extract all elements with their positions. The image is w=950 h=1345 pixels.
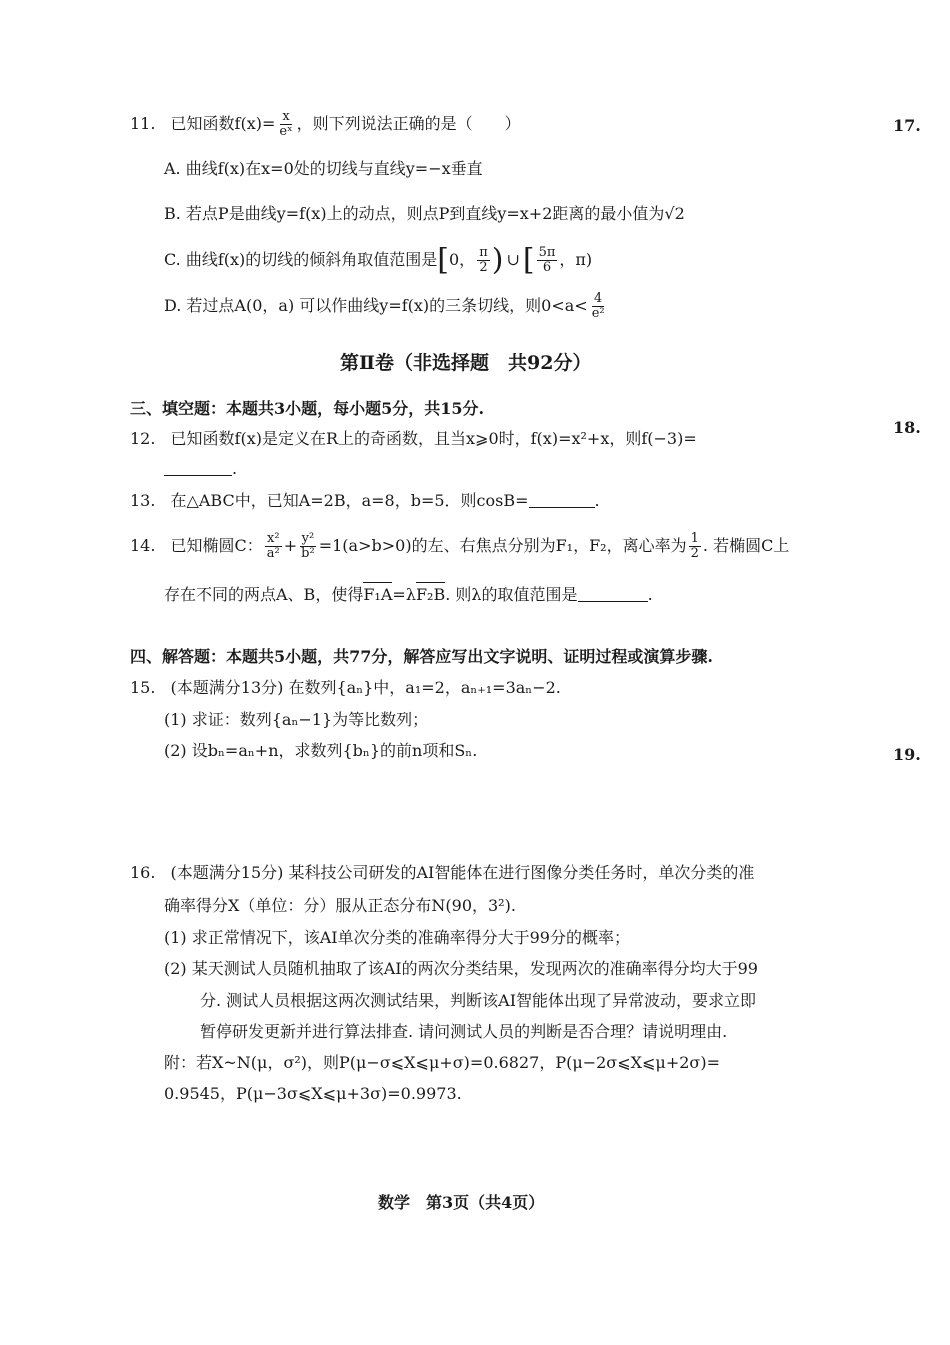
section-4-heading: 四、解答题：本题共5小题，共77分，解答应写出文字说明、证明过程或演算步骤. [130, 647, 713, 666]
side-question-number-17: 17. [893, 116, 921, 135]
question-16-part-2-line-3: 暂停研发更新并进行算法排查. 请问测试人员的判断是否合理？请说明理由. [200, 1022, 728, 1041]
denominator: 2 [479, 260, 488, 275]
question-14-mid: =1(a>b>0)的左、右焦点分别为F₁，F₂，离心率为 [318, 536, 687, 555]
stem-text-end: ，则下列说法正确的是（ ） [296, 114, 521, 133]
question-11-option-d [164, 292, 609, 321]
question-number: 14. [130, 536, 156, 555]
question-11-option-b: B. 若点P是曲线y=f(x)上的动点，则点P到直线y=x+2距离的最小值为√2 [164, 204, 685, 223]
question-14-line-1 [130, 532, 789, 561]
fraction-x2-over-a2 [265, 532, 282, 561]
stem-text: 已知函数f(x)= [170, 114, 276, 133]
left-bracket: [ [437, 242, 449, 278]
question-14-post: . 若椭圆C上 [702, 536, 790, 555]
question-14-line-2-post: . 则λ的取值范围是 [445, 585, 578, 604]
vector-f2b [416, 584, 445, 606]
fraction-1-over-2 [689, 532, 701, 561]
section-3-heading: 三、填空题：本题共3小题，每小题5分，共15分. [130, 399, 485, 418]
fraction-pi-over-2 [477, 246, 490, 275]
plus-sign: + [283, 536, 298, 555]
question-14-line-2 [164, 584, 653, 606]
question-16-note-line-1: 附：若X~N(μ，σ²)，则P(μ−σ⩽X⩽μ+σ)=0.6827，P(μ−2σ⩽X⩽μ+2σ)= [164, 1053, 720, 1072]
question-13 [130, 490, 600, 512]
question-16-part-2-line-2: 分. 测试人员根据这两次测试结果，判断该AI智能体出现了异常波动，要求立即 [200, 991, 757, 1010]
part-2-title: 第Ⅱ卷（非选择题 共92分） [340, 352, 592, 374]
numerator: 5π [538, 245, 556, 260]
vector-label: F₁A [363, 585, 393, 604]
vector-label: F₂B [415, 585, 446, 604]
question-16-part-2-line-1: (2) 某天测试人员随机抽取了该AI的两次分类结果，发现两次的准确率得分均大于99 [164, 959, 758, 978]
vector-arrow [363, 582, 392, 583]
numerator: π [479, 245, 488, 260]
question-11-option-c [164, 242, 593, 278]
question-12-text: 已知函数f(x)是定义在R上的奇函数，且当x⩾0时，f(x)=x²+x，则f(−3)= [170, 429, 697, 448]
denominator: 2 [690, 546, 699, 561]
interval-end: ，π) [559, 250, 593, 269]
question-number: 16. [130, 863, 156, 882]
question-16-line-1 [130, 862, 754, 884]
page-footer: 数学 第3页（共4页） [378, 1193, 545, 1212]
question-12 [130, 428, 697, 450]
fraction-y2-over-b2 [299, 532, 317, 561]
period: . [232, 459, 238, 478]
answer-blank[interactable] [164, 459, 232, 476]
denominator: e² [591, 306, 605, 321]
numerator: 1 [690, 531, 699, 546]
equals-lambda: =λ [392, 585, 416, 604]
denominator: eˣ [279, 124, 293, 139]
vector-f1a [363, 584, 392, 606]
question-number: 15. [130, 678, 156, 697]
question-15-text: (本题满分13分) 在数列{aₙ}中，a₁=2，aₙ₊₁=3aₙ−2. [170, 678, 561, 697]
question-16-note-line-2: 0.9545，P(μ−3σ⩽X⩽μ+3σ)=0.9973. [164, 1084, 462, 1103]
right-paren: ) [491, 242, 504, 278]
numerator: x² [267, 531, 280, 546]
question-14-text: 已知椭圆C： [170, 536, 263, 555]
question-15-part-1: (1) 求证：数列{aₙ−1}为等比数列； [164, 710, 429, 729]
side-question-number-19: 19. [893, 745, 921, 764]
question-16-text: (本题满分15分) 某科技公司研发的AI智能体在进行图像分类任务时，单次分类的准 [170, 863, 755, 882]
denominator: b² [301, 546, 315, 561]
period: . [647, 585, 653, 604]
question-number: 12. [130, 429, 156, 448]
fraction-5pi-over-6 [537, 246, 558, 275]
question-16-line-2: 确率得分X（单位：分）服从正态分布N(90，3²). [164, 896, 516, 915]
question-13-text: 在△ABC中，已知A=2B，a=8，b=5．则cosB= [170, 491, 529, 510]
option-d-text: D. 若过点A(0，a) 可以作曲线y=f(x)的三条切线，则0<a< [164, 296, 588, 315]
question-15-part-2: (2) 设bₙ=aₙ+n，求数列{bₙ}的前n项和Sₙ. [164, 741, 478, 760]
question-11-stem [130, 110, 521, 139]
question-11-option-a: A. 曲线f(x)在x=0处的切线与直线y=−x垂直 [164, 159, 483, 178]
interval-start: 0， [449, 250, 476, 269]
question-16-part-1: (1) 求正常情况下，该AI单次分类的准确率得分大于99分的概率； [164, 928, 630, 947]
side-question-number-18: 18. [893, 418, 921, 437]
fraction-x-over-ex [277, 110, 294, 139]
denominator: a² [266, 546, 280, 561]
left-bracket-2: [ [522, 242, 535, 278]
answer-blank[interactable] [578, 585, 648, 602]
question-15-stem [130, 677, 561, 699]
question-12-answer-line [164, 458, 237, 480]
option-c-text: C. 曲线f(x)的切线的倾斜角取值范围是 [164, 250, 438, 269]
fraction-4-over-e2 [590, 292, 607, 321]
denominator: 6 [542, 260, 552, 275]
vector-arrow [416, 582, 445, 583]
answer-blank[interactable] [529, 491, 595, 508]
numerator: 4 [594, 291, 603, 306]
question-14-line-2-text: 存在不同的两点A、B，使得 [164, 585, 364, 604]
question-number: 13. [130, 491, 156, 510]
numerator: x [282, 109, 290, 124]
numerator: y² [301, 531, 315, 546]
period: . [594, 491, 600, 510]
question-number: 11. [130, 114, 156, 133]
union-symbol: ∪ [506, 250, 520, 269]
